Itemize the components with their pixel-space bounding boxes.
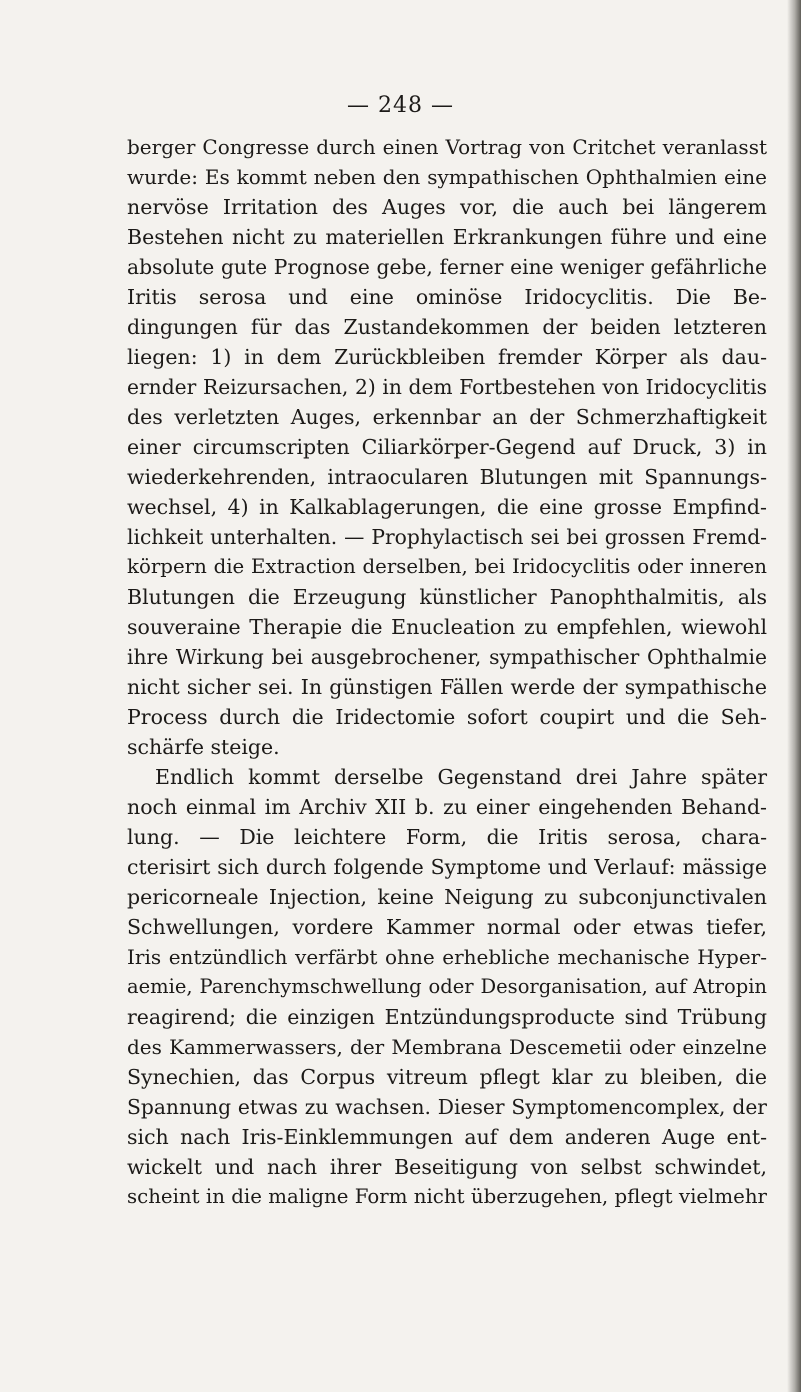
text-line: Iris entzündlich verfärbt ohne erhebliche mechanische Hyper- [127,945,767,969]
text-line: Process durch die Iridectomie sofort coupirt und die Seh- [127,705,767,729]
text-line: wechsel, 4) in Kalkablagerungen, die eine grosse Empfind- [127,495,767,519]
text-line: nervöse Irritation des Auges vor, die auch bei längerem [127,195,767,219]
text-line: souveraine Therapie die Enucleation zu empfehlen, wiewohl [127,615,767,639]
text-line: aemie, Parenchymschwellung oder Desorganisation, auf Atropin [127,975,767,998]
text-line: wurde: Es kommt neben den sympathischen Ophthalmien eine [127,165,767,189]
text-line: absolute gute Prognose gebe, ferner eine weniger gefährliche [127,255,767,279]
page-number: — 248 — [347,93,454,118]
text-line: Blutungen die Erzeugung künstlicher Panophthalmitis, als [127,585,767,609]
text-line: scheint in die maligne Form nicht überzugehen, pflegt vielmehr [127,1185,767,1208]
text-line: reagirend; die einzigen Entzündungsproducte sind Trübung [127,1005,767,1029]
paragraph-end-line: schärfe steige. [127,735,280,759]
text-line: wiederkehrenden, intraocularen Blutungen mit Spannungs- [127,465,767,489]
text-line: Spannung etwas zu wachsen. Dieser Symptomencomplex, der [127,1095,767,1119]
page-edge-shadow [787,0,801,1392]
text-line: ernder Reizursachen, 2) in dem Fortbestehen von Iridocyclitis [127,375,767,399]
text-line: einer circumscripten Ciliarkörper-Gegend auf Druck, 3) in [127,435,767,459]
text-line: liegen: 1) in dem Zurückbleiben fremder Körper als dau- [127,345,767,369]
text-line: dingungen für das Zustandekommen der beiden letzteren [127,315,767,339]
paragraph-start-line: Endlich kommt derselbe Gegenstand drei Jahre später [155,765,767,789]
text-line: sich nach Iris-Einklemmungen auf dem anderen Auge ent- [127,1125,767,1149]
text-line: lichkeit unterhalten. — Prophylactisch sei bei grossen Fremd- [127,525,767,549]
text-line: ihre Wirkung bei ausgebrochener, sympathischer Ophthalmie [127,645,767,669]
text-line: nicht sicher sei. In günstigen Fällen werde der sympathische [127,675,767,699]
text-line: wickelt und nach ihrer Beseitigung von selbst schwindet, [127,1155,767,1179]
body-text [127,132,767,1212]
text-line: noch einmal im Archiv XII b. zu einer eingehenden Behand- [127,795,767,819]
text-line: körpern die Extraction derselben, bei Iridocyclitis oder inneren [127,555,767,578]
text-line: des verletzten Auges, erkennbar an der Schmerzhaftigkeit [127,405,767,429]
text-line: berger Congresse durch einen Vortrag von Critchet veranlasst [127,135,767,159]
text-line: lung. — Die leichtere Form, die Iritis serosa, chara- [127,825,767,849]
text-line: pericorneale Injection, keine Neigung zu subconjunctivalen [127,885,767,909]
text-line: Iritis serosa und eine ominöse Iridocyclitis. Die Be- [127,285,767,309]
text-line: cterisirt sich durch folgende Symptome und Verlauf: mässige [127,855,767,879]
text-line: Synechien, das Corpus vitreum pflegt klar zu bleiben, die [127,1065,767,1089]
text-line: des Kammerwassers, der Membrana Descemetii oder einzelne [127,1035,767,1059]
text-line: Bestehen nicht zu materiellen Erkrankungen führe und eine [127,225,767,249]
text-line: Schwellungen, vordere Kammer normal oder etwas tiefer, [127,915,767,939]
